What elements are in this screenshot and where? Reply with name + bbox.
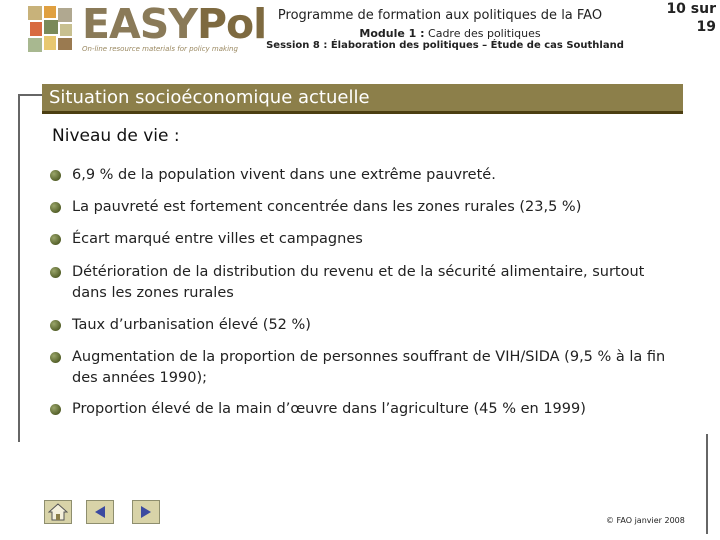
- copyright-footer: © FAO janvier 2008: [606, 516, 685, 525]
- frame-right-line: [706, 434, 708, 534]
- page-number: [664, 0, 716, 36]
- module-line: [200, 27, 700, 40]
- frame-left-line: [18, 94, 20, 442]
- bullet-icon: [50, 202, 61, 213]
- previous-slide-button[interactable]: [86, 500, 114, 524]
- list-item: [50, 347, 670, 389]
- bullet-text: Écart marqué entre villes et campagnes: [72, 231, 363, 247]
- list-item: [50, 315, 311, 336]
- list-item: [50, 165, 496, 186]
- list-item: [50, 262, 670, 304]
- logo-tagline: On-line resource materials for policy making: [82, 45, 238, 53]
- bullet-text: Taux d’urbanisation élevé (52 %): [72, 317, 311, 333]
- page-total: 19: [696, 19, 716, 35]
- bullet-icon: [50, 352, 61, 363]
- home-button[interactable]: [44, 500, 72, 524]
- session-title: Session 8 : Élaboration des politiques – Étude de cas Southland: [266, 40, 624, 51]
- arrow-left-icon: [92, 504, 108, 520]
- logo-wordmark: EASYPol: [82, 0, 267, 48]
- bullet-icon: [50, 170, 61, 181]
- bullet-text: 6,9 % de la population vivent dans une extrême pauvreté.: [72, 167, 496, 183]
- section-title-bar: [42, 84, 683, 114]
- logo-squares-icon: [26, 4, 76, 54]
- section-title: Situation socioéconomique actuelle: [49, 87, 370, 108]
- bullet-icon: [50, 234, 61, 245]
- arrow-right-icon: [138, 504, 154, 520]
- next-slide-button[interactable]: [132, 500, 160, 524]
- module-label: Module 1 :: [359, 27, 425, 40]
- bullet-icon: [50, 320, 61, 331]
- home-icon: [48, 503, 68, 521]
- list-item: [50, 399, 586, 420]
- page-current: 10 sur: [666, 1, 716, 17]
- bullet-text: La pauvreté est fortement concentrée dans les zones rurales (23,5 %): [72, 199, 582, 215]
- bullet-icon: [50, 267, 61, 278]
- list-item: [50, 197, 581, 218]
- module-title: Cadre des politiques: [428, 27, 541, 40]
- frame-top-line: [18, 94, 42, 96]
- programme-title: Programme de formation aux politiques de la FAO: [277, 8, 603, 23]
- subheading: Niveau de vie :: [52, 126, 180, 146]
- bullet-text: Augmentation de la proportion de personnes souffrant de VIH/SIDA (9,5 % à la fin des années 1990);: [72, 349, 666, 386]
- list-item: [50, 229, 363, 250]
- bullet-text: Proportion élevé de la main d’œuvre dans l’agriculture (45 % en 1999): [72, 401, 586, 417]
- bullet-icon: [50, 404, 61, 415]
- bullet-text: Détérioration de la distribution du revenu et de la sécurité alimentaire, surtout dans les zones rurales: [72, 264, 645, 301]
